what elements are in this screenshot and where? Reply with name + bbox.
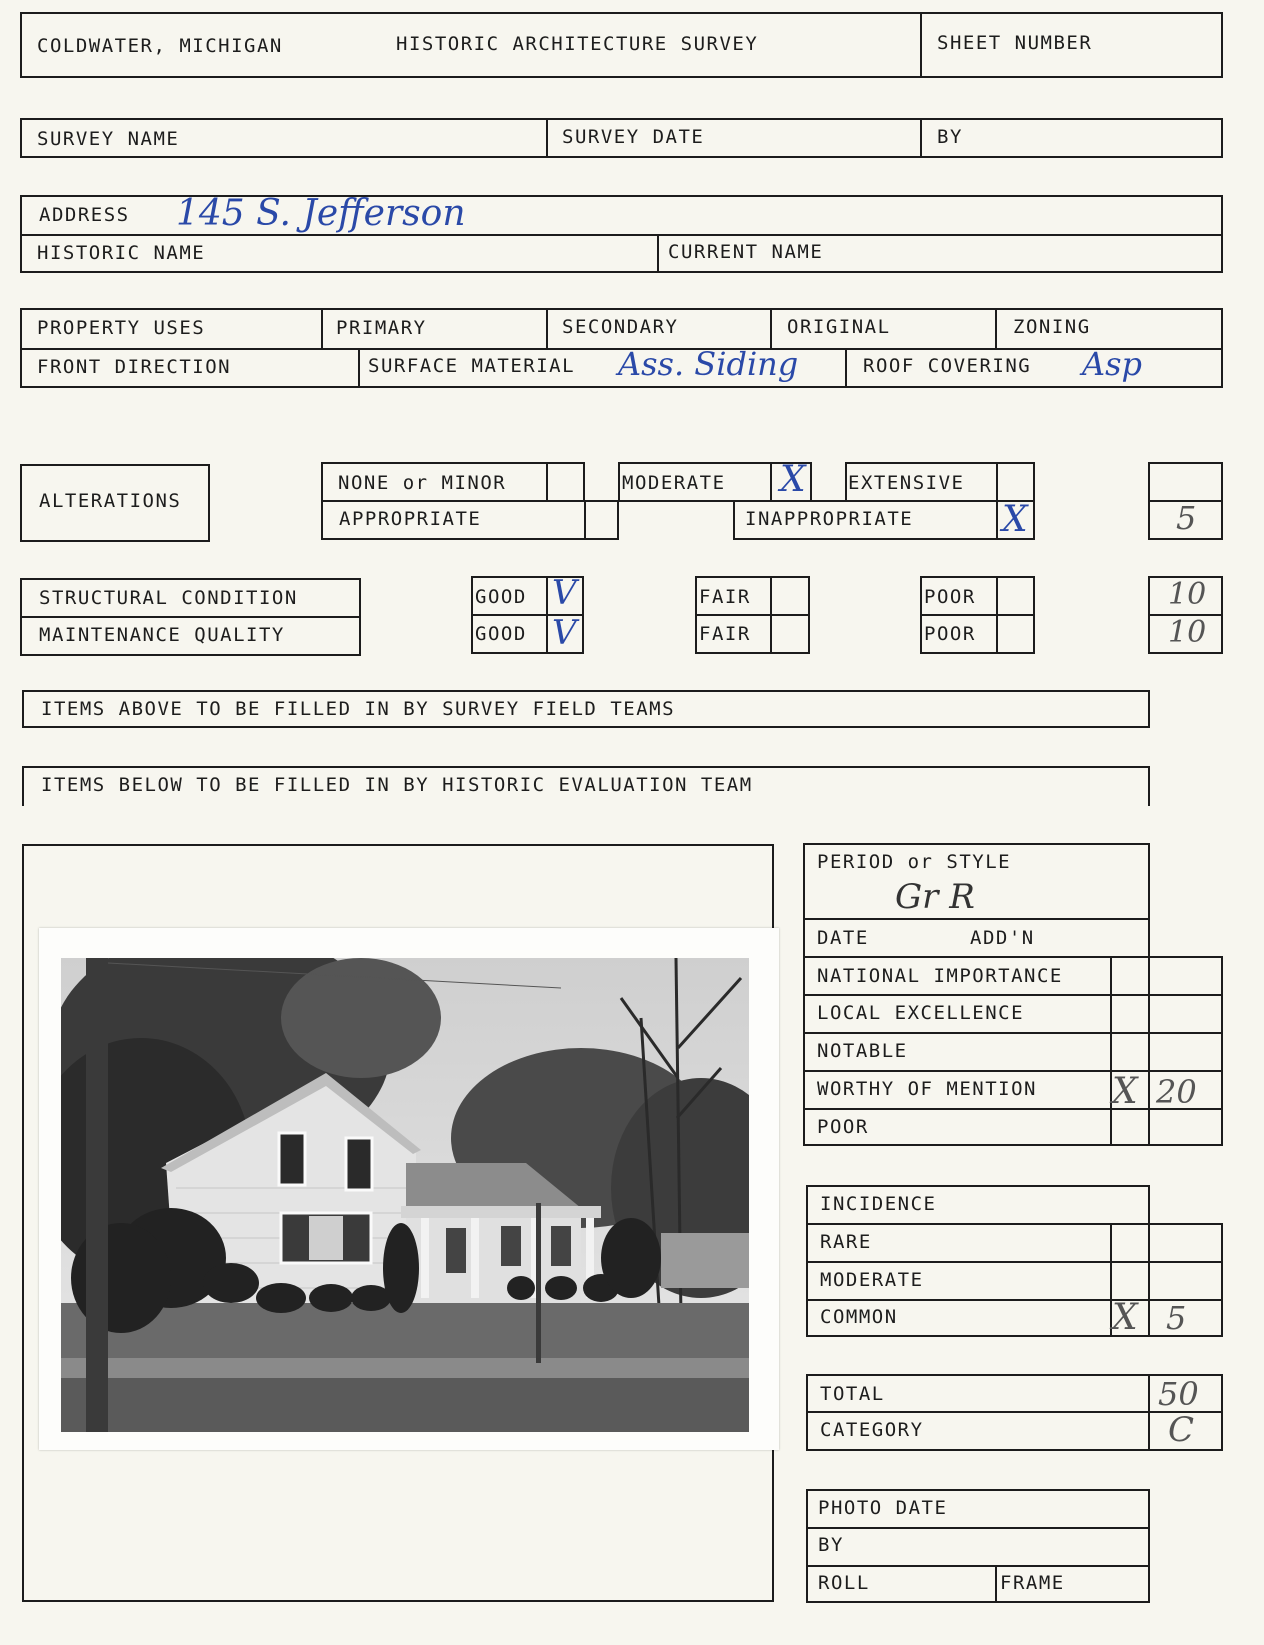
fair-check-divider bbox=[770, 576, 772, 654]
survey-date-label: SURVEY DATE bbox=[562, 126, 705, 148]
maintenance-quality-label: MAINTENANCE QUALITY bbox=[39, 624, 285, 646]
none-minor-label: NONE or MINOR bbox=[338, 472, 507, 494]
front-direction-label: FRONT DIRECTION bbox=[37, 356, 232, 378]
date-label: DATE bbox=[817, 927, 869, 949]
common-score: 5 bbox=[1166, 1299, 1187, 1337]
inappropriate-label: INAPPROPRIATE bbox=[745, 508, 914, 530]
moderate-mark: X bbox=[780, 459, 806, 500]
appropriate-check-divider bbox=[584, 500, 586, 540]
period-style-value: Gr R bbox=[895, 877, 975, 917]
alterations-score: 5 bbox=[1176, 499, 1197, 537]
moderate-check-divider bbox=[770, 462, 772, 502]
importance-score-divider bbox=[1148, 956, 1150, 1146]
local-excellence-label: LOCAL EXCELLENCE bbox=[817, 1002, 1025, 1024]
property-divider-4 bbox=[995, 308, 997, 348]
secondary-label: SECONDARY bbox=[562, 316, 679, 338]
extensive-label: EXTENSIVE bbox=[848, 472, 965, 494]
survey-divider-1 bbox=[546, 118, 548, 158]
roll-frame-divider bbox=[995, 1565, 997, 1603]
current-name-label: CURRENT NAME bbox=[668, 241, 824, 263]
total-value: 50 bbox=[1158, 1375, 1199, 1413]
property-divider-3 bbox=[770, 308, 772, 348]
worthy-mark: X bbox=[1112, 1071, 1138, 1112]
category-label: CATEGORY bbox=[820, 1419, 924, 1441]
maintenance-score: 10 bbox=[1168, 615, 1207, 650]
historic-name-label: HISTORIC NAME bbox=[37, 242, 206, 264]
surface-material-label: SURFACE MATERIAL bbox=[368, 355, 576, 377]
worthy-score: 20 bbox=[1156, 1073, 1197, 1111]
survey-by-label: BY bbox=[937, 126, 963, 148]
worthy-of-mention-label: WORTHY OF MENTION bbox=[817, 1078, 1037, 1100]
property-divider-5 bbox=[358, 348, 360, 388]
alterations-label: ALTERATIONS bbox=[39, 490, 182, 512]
incidence-score-divider bbox=[1148, 1223, 1150, 1337]
good-check-divider bbox=[546, 576, 548, 654]
none-minor-check-divider bbox=[546, 462, 548, 502]
incidence-row-1 bbox=[806, 1261, 1223, 1263]
maintenance-fair-label: FAIR bbox=[699, 623, 751, 645]
condition-labels-divider bbox=[20, 616, 361, 618]
common-label: COMMON bbox=[820, 1306, 898, 1328]
incidence-row-2 bbox=[806, 1299, 1223, 1301]
frame-label: FRAME bbox=[1000, 1572, 1065, 1594]
importance-row-3 bbox=[803, 1070, 1223, 1072]
structural-good-label: GOOD bbox=[475, 586, 527, 608]
photo-info-row-1 bbox=[806, 1527, 1150, 1529]
fair-divider bbox=[695, 614, 810, 616]
roof-covering-value: Asp bbox=[1082, 345, 1143, 383]
structural-condition-label: STRUCTURAL CONDITION bbox=[39, 587, 298, 609]
field-team-note: ITEMS ABOVE TO BE FILLED IN BY SURVEY FIELD TEAMS bbox=[41, 698, 676, 720]
house-photo bbox=[61, 958, 749, 1432]
importance-row-2 bbox=[803, 1032, 1223, 1034]
incidence-label: INCIDENCE bbox=[820, 1193, 937, 1215]
poor-check-divider bbox=[996, 576, 998, 654]
sheet-number-label: SHEET NUMBER bbox=[937, 32, 1093, 54]
maintenance-good-label: GOOD bbox=[475, 623, 527, 645]
evaluation-team-note: ITEMS BELOW TO BE FILLED IN BY HISTORIC EVALUATION TEAM bbox=[41, 774, 753, 796]
surface-material-value: Ass. Siding bbox=[618, 345, 799, 383]
poor-importance-label: POOR bbox=[817, 1116, 869, 1138]
inappropriate-check-divider bbox=[996, 500, 998, 540]
name-divider bbox=[657, 234, 659, 273]
inappropriate-mark: X bbox=[1002, 499, 1028, 540]
addn-label: ADD'N bbox=[970, 927, 1035, 949]
original-label: ORIGINAL bbox=[787, 316, 891, 338]
header-divider bbox=[920, 12, 922, 78]
extensive-check-divider bbox=[996, 462, 998, 502]
importance-row-1 bbox=[803, 994, 1223, 996]
form-title: HISTORIC ARCHITECTURE SURVEY bbox=[396, 33, 759, 55]
appropriate-label: APPROPRIATE bbox=[339, 508, 482, 530]
period-style-label: PERIOD or STYLE bbox=[817, 851, 1012, 873]
address-label: ADDRESS bbox=[39, 204, 130, 226]
survey-name-label: SURVEY NAME bbox=[37, 128, 180, 150]
photo-date-label: PHOTO DATE bbox=[818, 1497, 948, 1519]
property-uses-label: PROPERTY USES bbox=[37, 317, 206, 339]
total-label: TOTAL bbox=[820, 1383, 885, 1405]
roof-covering-label: ROOF COVERING bbox=[863, 355, 1032, 377]
national-importance-label: NATIONAL IMPORTANCE bbox=[817, 965, 1063, 987]
moderate-label: MODERATE bbox=[622, 472, 726, 494]
primary-label: PRIMARY bbox=[336, 317, 427, 339]
survey-divider-2 bbox=[920, 118, 922, 158]
rare-label: RARE bbox=[820, 1231, 872, 1253]
city-label: COLDWATER, MICHIGAN bbox=[37, 35, 283, 57]
common-mark: X bbox=[1112, 1297, 1138, 1338]
roll-label: ROLL bbox=[818, 1572, 870, 1594]
address-value: 145 S. Jefferson bbox=[176, 193, 466, 234]
photo-card bbox=[39, 928, 779, 1450]
structural-fair-label: FAIR bbox=[699, 586, 751, 608]
photo-by-label: BY bbox=[818, 1534, 844, 1556]
structural-good-mark: V bbox=[552, 573, 577, 613]
incidence-moderate-label: MODERATE bbox=[820, 1269, 924, 1291]
property-divider-6 bbox=[845, 348, 847, 388]
structural-score: 10 bbox=[1168, 577, 1207, 612]
property-divider-2 bbox=[546, 308, 548, 348]
property-divider-1 bbox=[321, 308, 323, 348]
structural-poor-label: POOR bbox=[924, 586, 976, 608]
maintenance-poor-label: POOR bbox=[924, 623, 976, 645]
poor-divider bbox=[920, 614, 1035, 616]
category-value: C bbox=[1168, 1410, 1195, 1450]
zoning-label: ZONING bbox=[1013, 316, 1091, 338]
notable-label: NOTABLE bbox=[817, 1040, 908, 1062]
importance-check-divider bbox=[1110, 956, 1112, 1146]
photo-info-row-2 bbox=[806, 1565, 1150, 1567]
address-divider bbox=[20, 234, 1223, 236]
maintenance-good-mark: V bbox=[552, 613, 577, 653]
